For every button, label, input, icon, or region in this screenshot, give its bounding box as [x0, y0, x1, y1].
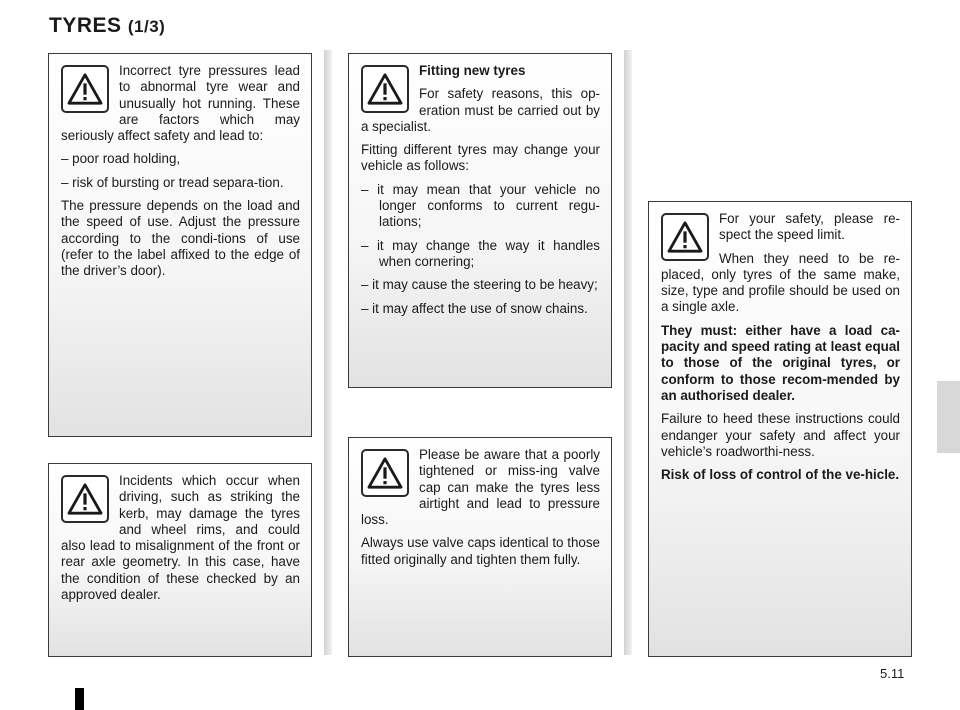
- paragraph: For your safety, please re-spect the speed limit.: [719, 211, 900, 243]
- warning-box-speed-limit: [648, 201, 912, 657]
- warning-triangle-icon: [361, 449, 409, 497]
- paragraph: Incidents which occur when driving, such as striking the kerb, may damage the tyres and wheel rims, and could also lead to misalignment of the front or rear axle geometry. In this case, have the condition of these checked by an approved dealer.: [61, 473, 300, 603]
- footer-mark: [75, 688, 84, 710]
- page-number: 5.11: [880, 666, 905, 681]
- warning-box-incorrect-pressure: [48, 53, 312, 437]
- paragraph: Please be aware that a poorly tightened or miss-ing valve cap can make the tyres less airtight and lead to pressure loss.: [361, 447, 600, 528]
- column-divider: [624, 50, 632, 655]
- warning-box-incidents: [48, 463, 312, 657]
- chapter-tab: [937, 381, 960, 453]
- paragraph: The pressure depends on the load and the speed of use. Adjust the pressure according to the condi-tions of use (refer to the label affixed to the edge of the driver’s door).: [61, 198, 300, 279]
- paragraph: Failure to heed these instructions could endanger your safety and affect your vehicle’s roadworthi-ness.: [661, 411, 900, 459]
- box-heading: Fitting new tyres: [419, 63, 526, 78]
- title-text: TYRES: [49, 14, 122, 37]
- page-title: [49, 14, 165, 38]
- title-suffix: (1/3): [127, 17, 166, 36]
- bullet-item: – risk of bursting or tread separa-tion.: [61, 174, 284, 190]
- warning-box-valve-cap: [348, 437, 612, 657]
- bullet-item: – it may affect the use of snow chains.: [361, 300, 588, 316]
- paragraph-bold: Risk of loss of control of the ve-hicle.: [661, 467, 900, 483]
- bullet-item: – it may mean that your vehicle no longer conforms to current regu-lations;: [361, 181, 600, 230]
- paragraph: Fitting different tyres may change your vehicle as follows:: [361, 142, 600, 174]
- bullet-item: – poor road holding,: [61, 151, 181, 167]
- warning-box-fitting-new-tyres: [348, 53, 612, 388]
- paragraph: Incorrect tyre pressures lead to abnormal tyre wear and unusually hot running. These are factors which may seriously affect safety and lead to:: [61, 63, 300, 144]
- paragraph: For safety reasons, this op-eration must be carried out by a specialist.: [361, 86, 600, 134]
- warning-triangle-icon: [361, 65, 409, 113]
- bullet-item: – it may change the way it handles when cornering;: [361, 237, 600, 269]
- bullet-item: – it may cause the steering to be heavy;: [361, 277, 598, 293]
- paragraph: Always use valve caps identical to those fitted originally and tighten them fully.: [361, 535, 600, 567]
- warning-triangle-icon: [61, 475, 109, 523]
- column-divider: [324, 50, 332, 655]
- paragraph-bold: They must: either have a load ca-pacity and speed rating at least equal to those of the original tyres, or conform to those recom-mended by an authorised dealer.: [661, 322, 900, 403]
- paragraph: When they need to be re-placed, only tyres of the same make, size, type and profile should be used on a single axle.: [661, 250, 900, 315]
- warning-triangle-icon: [61, 65, 109, 113]
- warning-triangle-icon: [661, 213, 709, 261]
